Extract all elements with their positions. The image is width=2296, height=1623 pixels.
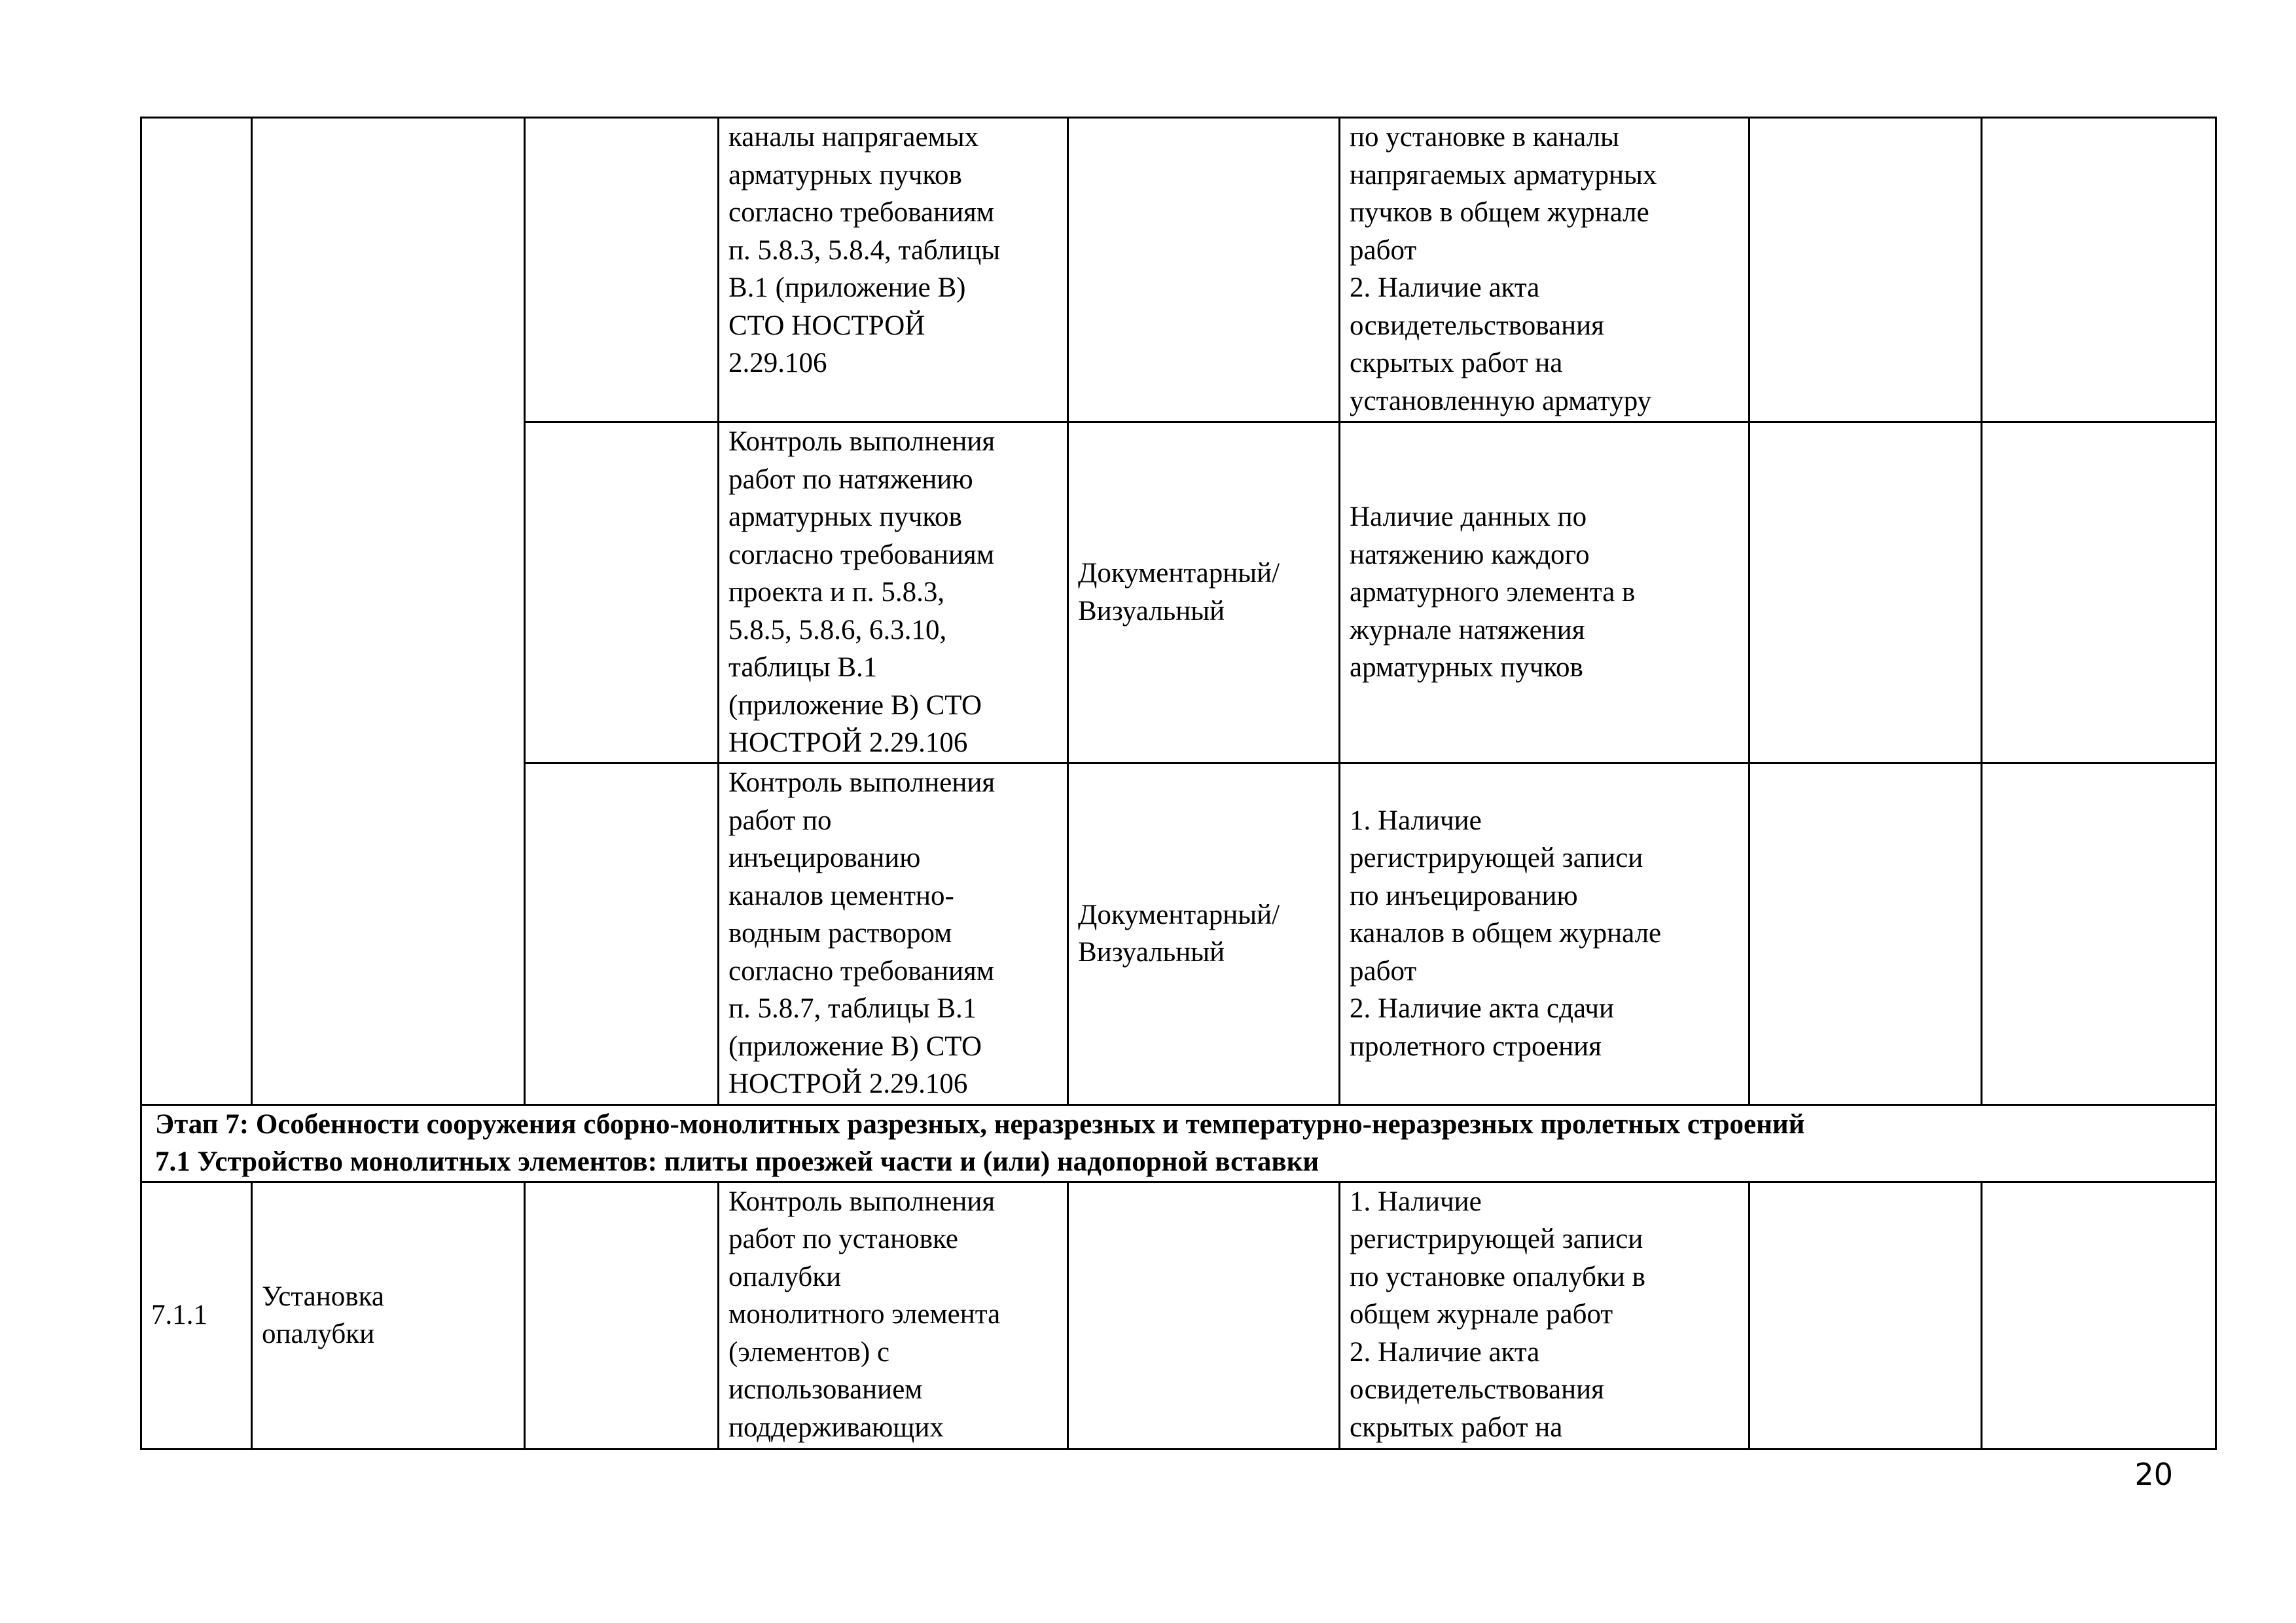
control-cell: Контроль выполнения работ по инъецированию каналов цементно- водным раствором согласно требованиям п. 5.8.7, таблицы В.1 (приложение В) СТО НОСТРОЙ 2.29.106 <box>719 763 1068 1104</box>
empty-cell <box>525 118 719 422</box>
item-number-cell: 7.1.1 <box>141 1182 252 1449</box>
stage-title: Этап 7: Особенности сооружения сборно-монолитных разрезных, неразрезных и температурно-неразрезных пролетных строений <box>155 1109 1805 1140</box>
empty-cell <box>1749 1182 1982 1449</box>
document-table <box>140 117 2217 1450</box>
result-cell: 1. Наличие регистрирующей записи по инъецированию каналов в общем журнале работ 2. Наличие акта сдачи пролетного строения <box>1340 763 1749 1104</box>
control-cell: каналы напрягаемых арматурных пучков согласно требованиям п. 5.8.3, 5.8.4, таблицы В.1 (приложение В) СТО НОСТРОЙ 2.29.106 <box>719 118 1068 422</box>
work-name-cell: Установка опалубки <box>252 1182 525 1449</box>
empty-cell <box>1982 118 2216 422</box>
stage-header-row <box>141 1104 2216 1182</box>
empty-cell <box>1749 422 1982 763</box>
empty-cell <box>525 1182 719 1449</box>
table-row <box>141 1182 2216 1449</box>
empty-cell <box>1982 763 2216 1104</box>
table-row <box>141 118 2216 422</box>
page-number: 20 <box>2134 1457 2173 1492</box>
empty-cell <box>525 763 719 1104</box>
empty-cell <box>1982 1182 2216 1449</box>
control-cell: Контроль выполнения работ по натяжению арматурных пучков согласно требованиям проекта и п. 5.8.3, 5.8.5, 5.8.6, 6.3.10, таблицы В.1 (приложение В) СТО НОСТРОЙ 2.29.106 <box>719 422 1068 763</box>
section-title: 7.1 Устройство монолитных элементов: плиты проезжей части и (или) надопорной вставки <box>155 1146 1319 1177</box>
control-cell: Контроль выполнения работ по установке опалубки монолитного элемента (элементов) с использованием поддерживающих <box>719 1182 1068 1449</box>
item-number-cell <box>141 118 252 1105</box>
result-cell: по установке в каналы напрягаемых арматурных пучков в общем журнале работ 2. Наличие акта освидетельствования скрытых работ на установленную арматуру <box>1340 118 1749 422</box>
method-cell: Документарный/ Визуальный <box>1068 422 1340 763</box>
method-cell: Документарный/ Визуальный <box>1068 763 1340 1104</box>
empty-cell <box>1982 422 2216 763</box>
empty-cell <box>1749 763 1982 1104</box>
method-cell <box>1068 1182 1340 1449</box>
empty-cell <box>525 422 719 763</box>
result-cell: Наличие данных по натяжению каждого арматурного элемента в журнале натяжения арматурных пучков <box>1340 422 1749 763</box>
empty-cell <box>1749 118 1982 422</box>
result-cell: 1. Наличие регистрирующей записи по установке опалубки в общем журнале работ 2. Наличие акта освидетельствования скрытых работ на <box>1340 1182 1749 1449</box>
stage-header-cell <box>141 1104 2216 1182</box>
work-name-cell <box>252 118 525 1105</box>
method-cell <box>1068 118 1340 422</box>
